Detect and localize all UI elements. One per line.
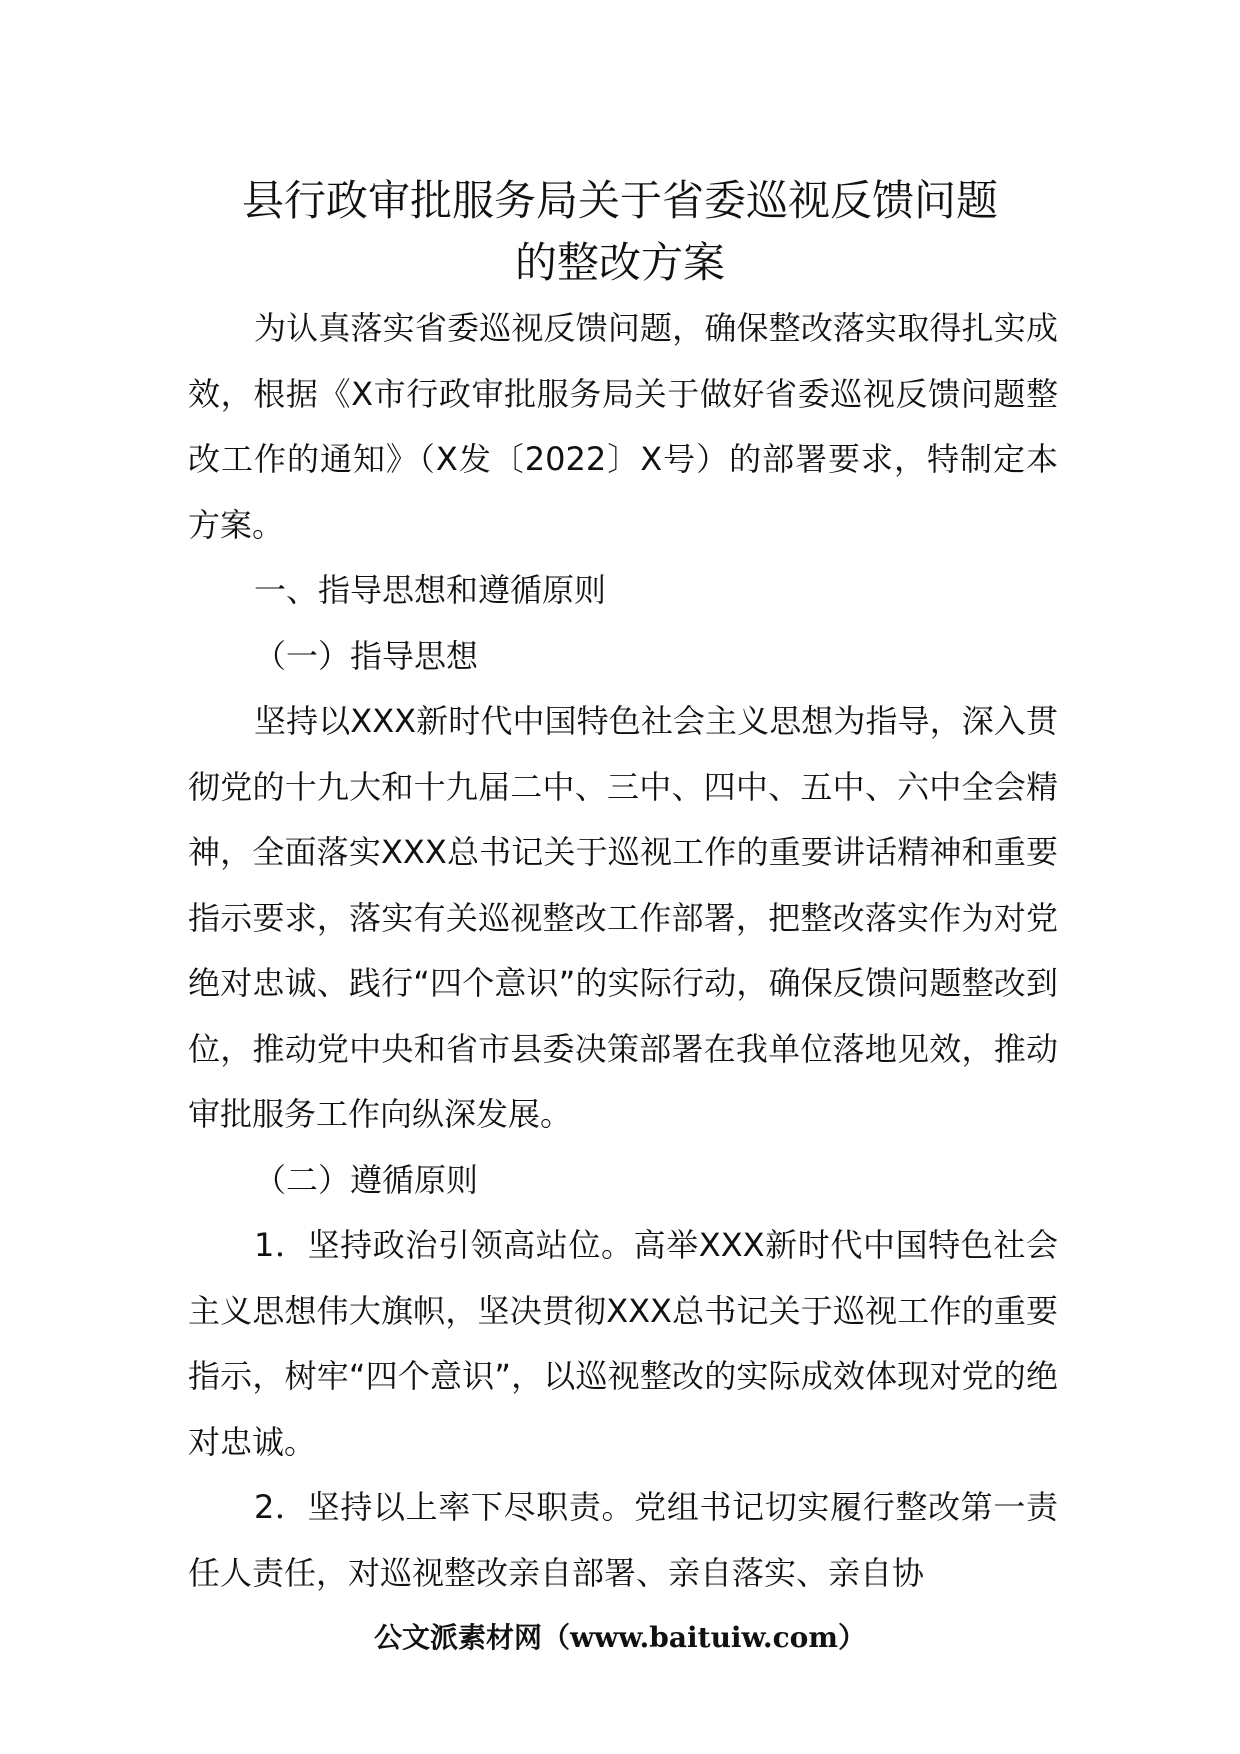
subsection-heading-1: （一）指导思想 xyxy=(254,636,479,675)
principle-1-paragraph: 1．坚持政治引领高站位。高举XXX新时代中国特色社会主义思想伟大旗帜，坚决贯彻XXX总书记关于巡视工作的重要指示，树牢“四个意识”，以巡视整改的实际成效体现对党的绝对忠诚。 xyxy=(188,1226,1058,1461)
page-footer: 公文派素材网（www.baituiw.com） xyxy=(374,1621,866,1654)
principle-2-paragraph: 2．坚持以上率下尽职责。党组书记切实履行整改第一责任人责任，对巡视整改亲自部署、亲自落实、亲自协 xyxy=(188,1488,1058,1592)
subsection-heading-2: （二）遵循原则 xyxy=(254,1160,479,1199)
intro-paragraph: 为认真落实省委巡视反馈问题，确保整改落实取得扎实成效，根据《X市行政审批服务局关于做好省委巡视反馈问题整改工作的通知》（X发〔2022〕X号）的部署要求，特制定本方案。 xyxy=(188,309,1058,544)
document-body xyxy=(188,296,1058,1606)
guiding-thought-paragraph: 坚持以XXX新时代中国特色社会主义思想为指导，深入贯彻党的十九大和十九届二中、三中、四中、五中、六中全会精神，全面落实XXX总书记关于巡视工作的重要讲话精神和重要指示要求，落实有关巡视整改工作部署，把整改落实作为对党绝对忠诚、践行“四个意识”的实际行动，确保反馈问题整改到位，推动党中央和省市县委决策部署在我单位落地见效，推动审批服务工作向纵深发展。 xyxy=(188,702,1058,1133)
section-heading-1: 一、指导思想和遵循原则 xyxy=(254,571,607,609)
document-title-line-1: 县行政审批服务局关于省委巡视反馈问题 xyxy=(241,176,998,225)
document-title-line-2: 的整改方案 xyxy=(514,238,725,287)
